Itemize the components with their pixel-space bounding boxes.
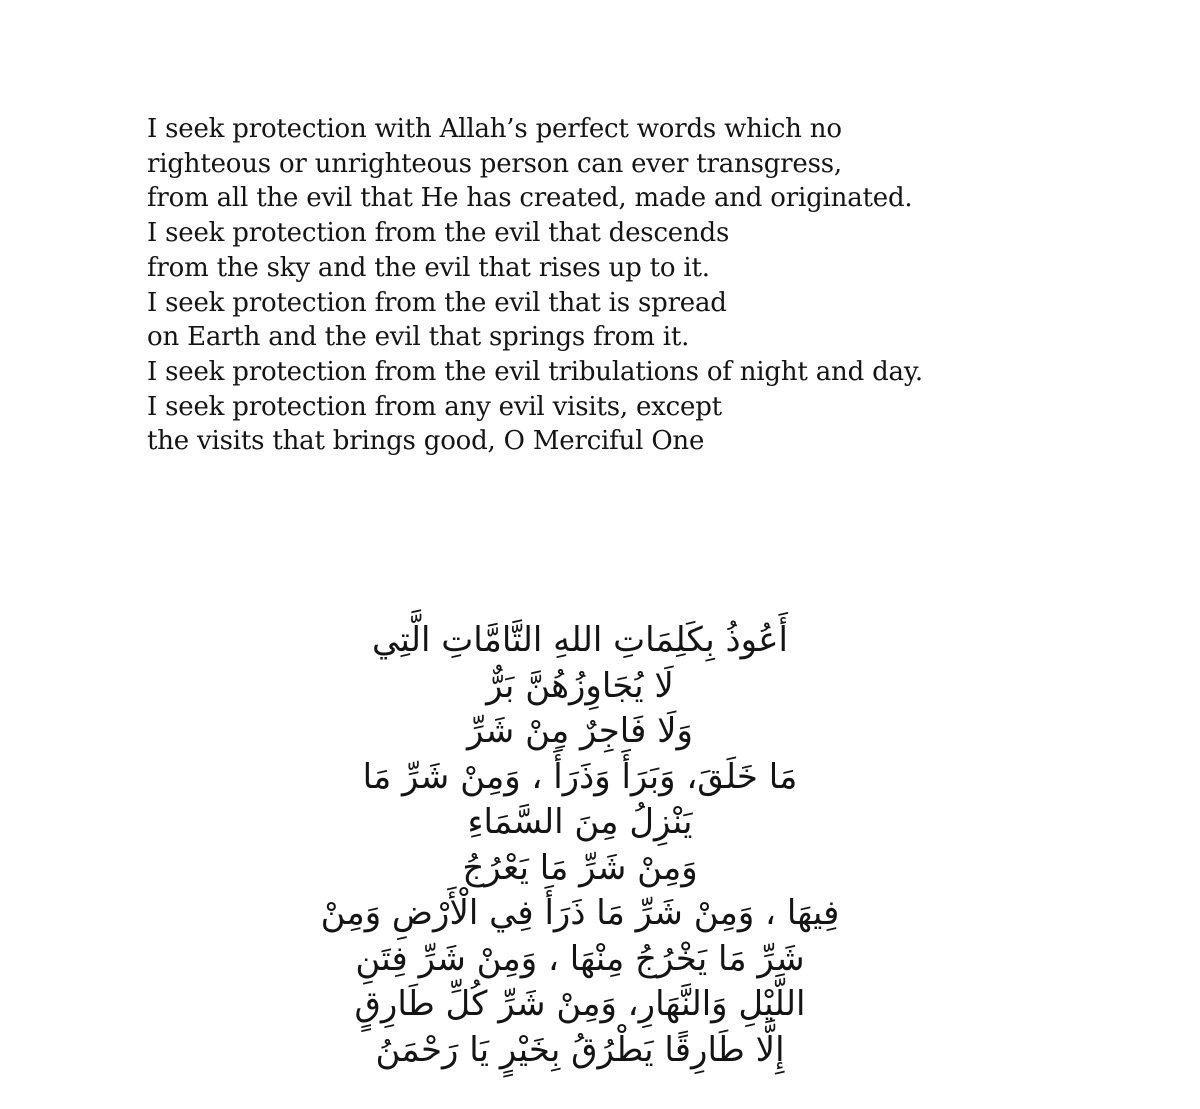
english-line-7: on Earth and the evil that springs from it. (147, 322, 690, 353)
english-translation (147, 112, 1127, 459)
arabic-line-4: مَا خَلَقَ، وَبَرَأَ وَذَرَأَ ، وَمِنْ شَرِّ مَا (362, 756, 798, 797)
english-line-4: I seek protection from the evil that descends (147, 218, 730, 249)
english-line-2: righteous or unrighteous person can ever transgress, (147, 148, 842, 179)
arabic-line-8: شَرِّ مَا يَخْرُجُ مِنْهَا ، وَمِنْ شَرِّ فِتَنِ (355, 938, 805, 979)
arabic-line-9: اللَّيْلِ وَالنَّهَارِ، وَمِنْ شَرِّ كُلِّ طَارِقٍ (354, 984, 806, 1024)
arabic-line-2: لَا يُجَاوِزُهُنَّ بَرٌّ (486, 665, 674, 706)
arabic-line-3: وَلَا فَاجِرٌ مِنْ شَرِّ (467, 711, 693, 751)
english-line-3: from all the evil that He has created, made and originated. (147, 183, 913, 214)
english-line-6: I seek protection from the evil that is spread (147, 287, 727, 318)
arabic-line-1: أَعُوذُ بِكَلِمَاتِ اللهِ التَّامَّاتِ الَّتِي (372, 620, 788, 660)
english-line-8: I seek protection from the evil tribulations of night and day. (147, 356, 923, 387)
arabic-line-10: إِلَّا طَارِقًا يَطْرُقُ بِخَيْرٍ يَا رَحْمَنُ (375, 1029, 785, 1070)
english-line-10: the visits that brings good, O Merciful One (147, 426, 705, 457)
english-line-9: I seek protection from any evil visits, except (147, 391, 722, 422)
english-line-5: from the sky and the evil that rises up to it. (147, 252, 710, 283)
arabic-line-5: يَنْزِلُ مِنَ السَّمَاءِ (467, 802, 693, 842)
arabic-dua (300, 618, 860, 1073)
arabic-line-6: وَمِنْ شَرِّ مَا يَعْرُجُ (462, 847, 698, 888)
arabic-line-7: فِيهَا ، وَمِنْ شَرِّ مَا ذَرَأَ فِي الْأَرْضِ وَمِنْ (320, 893, 840, 933)
english-line-1: I seek protection with Allah’s perfect words which no (147, 114, 842, 144)
